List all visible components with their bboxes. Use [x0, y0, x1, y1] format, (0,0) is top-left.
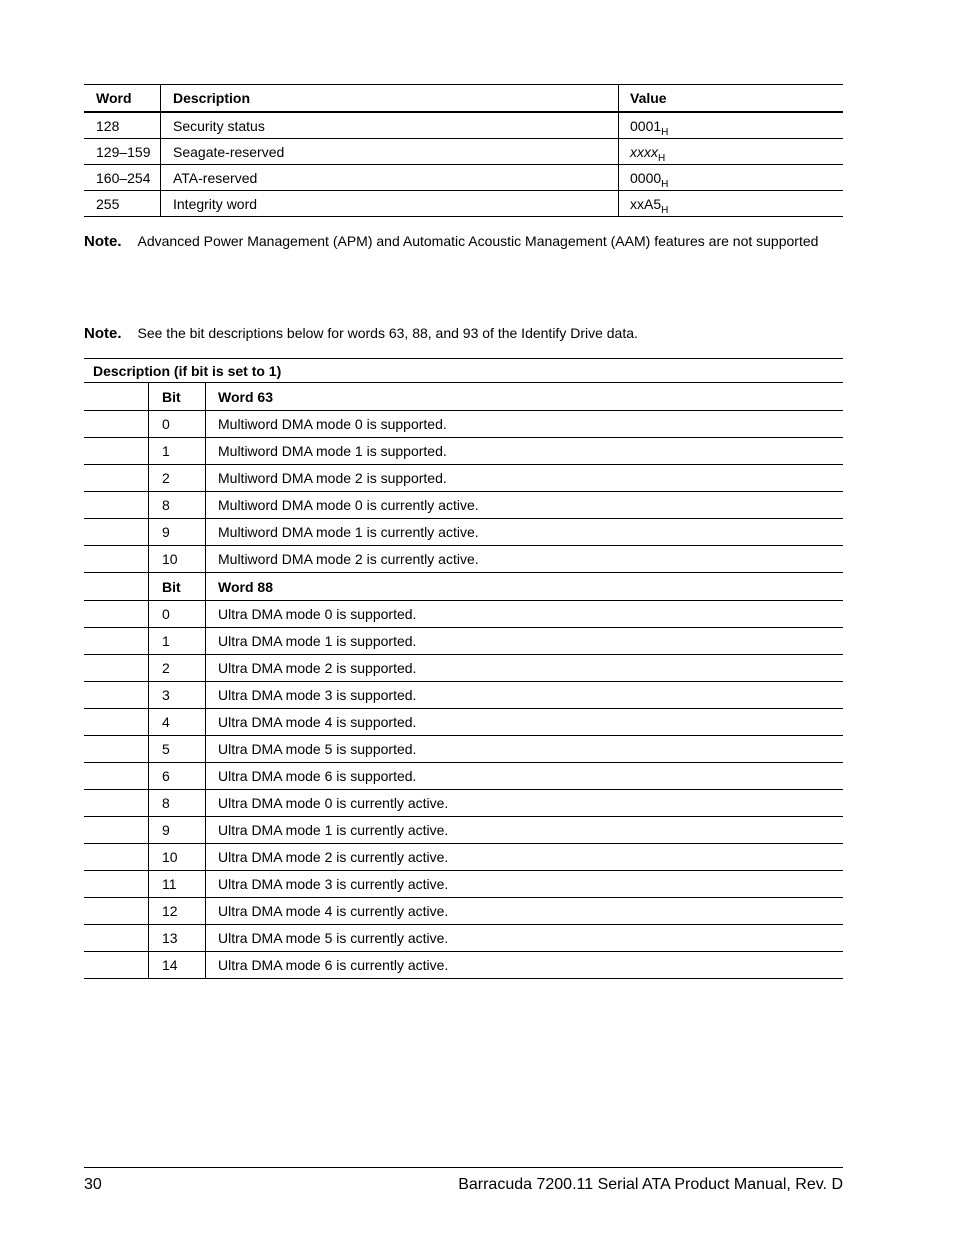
empty-cell	[84, 519, 149, 546]
note-apm-aam	[84, 233, 818, 250]
table-row	[84, 682, 843, 709]
bit-description-cell: Ultra DMA mode 4 is supported.	[206, 709, 844, 736]
bit-description-cell: Ultra DMA mode 0 is supported.	[206, 601, 844, 628]
description-cell: ATA-reserved	[161, 165, 619, 191]
bit-cell: 9	[149, 519, 206, 546]
bit-description-cell: Multiword DMA mode 0 is supported.	[206, 411, 844, 438]
word-cell: 160–254	[84, 165, 161, 191]
note-label: Note.	[84, 233, 122, 250]
empty-cell	[84, 465, 149, 492]
bit-cell: 11	[149, 871, 206, 898]
empty-cell	[84, 438, 149, 465]
value-subscript: H	[661, 178, 669, 190]
column-header-word: Word	[84, 85, 161, 113]
bit-cell: 4	[149, 709, 206, 736]
word-cell: 255	[84, 191, 161, 217]
empty-cell	[84, 790, 149, 817]
bit-cell: 10	[149, 546, 206, 573]
empty-cell	[84, 411, 149, 438]
table-row	[84, 790, 843, 817]
bit-cell: 5	[149, 736, 206, 763]
value-text: xxA5	[630, 195, 662, 212]
table-row	[84, 952, 843, 979]
value-subscript: H	[661, 126, 669, 138]
empty-cell	[84, 898, 149, 925]
description-cell: Seagate-reserved	[161, 139, 619, 165]
value-cell	[619, 139, 844, 165]
bit-cell: 0	[149, 411, 206, 438]
column-header-value: Value	[619, 85, 844, 113]
table-row	[84, 165, 843, 191]
bit-cell: 6	[149, 763, 206, 790]
empty-cell	[84, 492, 149, 519]
bit-description-cell: Multiword DMA mode 2 is supported.	[206, 465, 844, 492]
empty-cell	[84, 736, 149, 763]
bit-description-cell: Ultra DMA mode 6 is currently active.	[206, 952, 844, 979]
bit-description-cell: Ultra DMA mode 4 is currently active.	[206, 898, 844, 925]
bit-cell: 10	[149, 844, 206, 871]
table-row	[84, 655, 843, 682]
table-row	[84, 492, 843, 519]
empty-cell	[84, 925, 149, 952]
bit-cell: 8	[149, 790, 206, 817]
bit-description-cell: Ultra DMA mode 1 is supported.	[206, 628, 844, 655]
bit-descriptions-table	[84, 358, 843, 979]
description-cell: Integrity word	[161, 191, 619, 217]
table-row	[84, 519, 843, 546]
bit-description-cell: Ultra DMA mode 2 is currently active.	[206, 844, 844, 871]
value-text: 0001	[630, 117, 662, 134]
page-number: 30	[84, 1176, 102, 1193]
note-text: See the bit descriptions below for words 63, 88, and 93 of the Identify Drive data.	[137, 325, 638, 341]
table-row	[84, 817, 843, 844]
bit-description-cell: Multiword DMA mode 0 is currently active.	[206, 492, 844, 519]
bit-description-cell: Ultra DMA mode 3 is currently active.	[206, 871, 844, 898]
empty-cell	[84, 952, 149, 979]
bit-description-cell: Ultra DMA mode 0 is currently active.	[206, 790, 844, 817]
note-bit-descriptions	[84, 325, 638, 342]
table-row	[84, 763, 843, 790]
bit-description-cell: Ultra DMA mode 1 is currently active.	[206, 817, 844, 844]
bit-cell: 14	[149, 952, 206, 979]
word-column-label: Word 88	[206, 573, 844, 601]
bit-description-cell: Ultra DMA mode 3 is supported.	[206, 682, 844, 709]
value-cell	[619, 112, 844, 139]
section-header-row	[84, 573, 843, 601]
table-row	[84, 139, 843, 165]
bit-description-cell: Ultra DMA mode 5 is currently active.	[206, 925, 844, 952]
table-header-row	[84, 85, 843, 113]
bit-description-cell: Ultra DMA mode 6 is supported.	[206, 763, 844, 790]
table-header-row	[84, 359, 843, 383]
document-title: Barracuda 7200.11 Serial ATA Product Manual, Rev. D	[458, 1176, 843, 1193]
table-row	[84, 736, 843, 763]
value-subscript: H	[661, 204, 669, 216]
value-cell	[619, 191, 844, 217]
bit-description-cell: Ultra DMA mode 2 is supported.	[206, 655, 844, 682]
note-label: Note.	[84, 325, 122, 342]
bit-cell: 0	[149, 601, 206, 628]
bit-cell: 2	[149, 465, 206, 492]
table-row	[84, 601, 843, 628]
value-cell	[619, 165, 844, 191]
table-row	[84, 628, 843, 655]
empty-cell	[84, 763, 149, 790]
value-text: 0000	[630, 169, 662, 186]
table-row	[84, 546, 843, 573]
bit-description-cell: Multiword DMA mode 1 is supported.	[206, 438, 844, 465]
bit-cell: 2	[149, 655, 206, 682]
word-column-label: Word 63	[206, 383, 844, 411]
table-row	[84, 844, 843, 871]
word-cell: 129–159	[84, 139, 161, 165]
table-row	[84, 191, 843, 217]
bit-column-label: Bit	[149, 383, 206, 411]
table-row	[84, 925, 843, 952]
table-row	[84, 465, 843, 492]
section-header-row	[84, 383, 843, 411]
empty-cell	[84, 601, 149, 628]
table-row	[84, 438, 843, 465]
word-cell: 128	[84, 112, 161, 139]
empty-cell	[84, 709, 149, 736]
table-row	[84, 898, 843, 925]
empty-cell	[84, 844, 149, 871]
table-row	[84, 871, 843, 898]
table-header-description: Description (if bit is set to 1)	[84, 359, 843, 383]
bit-description-cell: Multiword DMA mode 2 is currently active.	[206, 546, 844, 573]
empty-cell	[84, 573, 149, 601]
bit-cell: 8	[149, 492, 206, 519]
value-subscript: H	[658, 152, 666, 164]
empty-cell	[84, 655, 149, 682]
empty-cell	[84, 817, 149, 844]
table-row	[84, 112, 843, 139]
table-row	[84, 411, 843, 438]
bit-cell: 12	[149, 898, 206, 925]
bit-description-cell: Ultra DMA mode 5 is supported.	[206, 736, 844, 763]
bit-cell: 3	[149, 682, 206, 709]
value-text: xxxx	[630, 143, 658, 160]
footer-rule	[84, 1167, 843, 1168]
bit-cell: 13	[149, 925, 206, 952]
column-header-description: Description	[161, 85, 619, 113]
bit-cell: 1	[149, 628, 206, 655]
table-row	[84, 709, 843, 736]
bit-column-label: Bit	[149, 573, 206, 601]
empty-cell	[84, 628, 149, 655]
bit-cell: 9	[149, 817, 206, 844]
empty-cell	[84, 383, 149, 411]
bit-description-cell: Multiword DMA mode 1 is currently active.	[206, 519, 844, 546]
empty-cell	[84, 682, 149, 709]
empty-cell	[84, 871, 149, 898]
description-cell: Security status	[161, 112, 619, 139]
identify-words-table	[84, 84, 843, 217]
bit-cell: 1	[149, 438, 206, 465]
note-text: Advanced Power Management (APM) and Automatic Acoustic Management (AAM) features are not supported	[137, 233, 819, 249]
empty-cell	[84, 546, 149, 573]
